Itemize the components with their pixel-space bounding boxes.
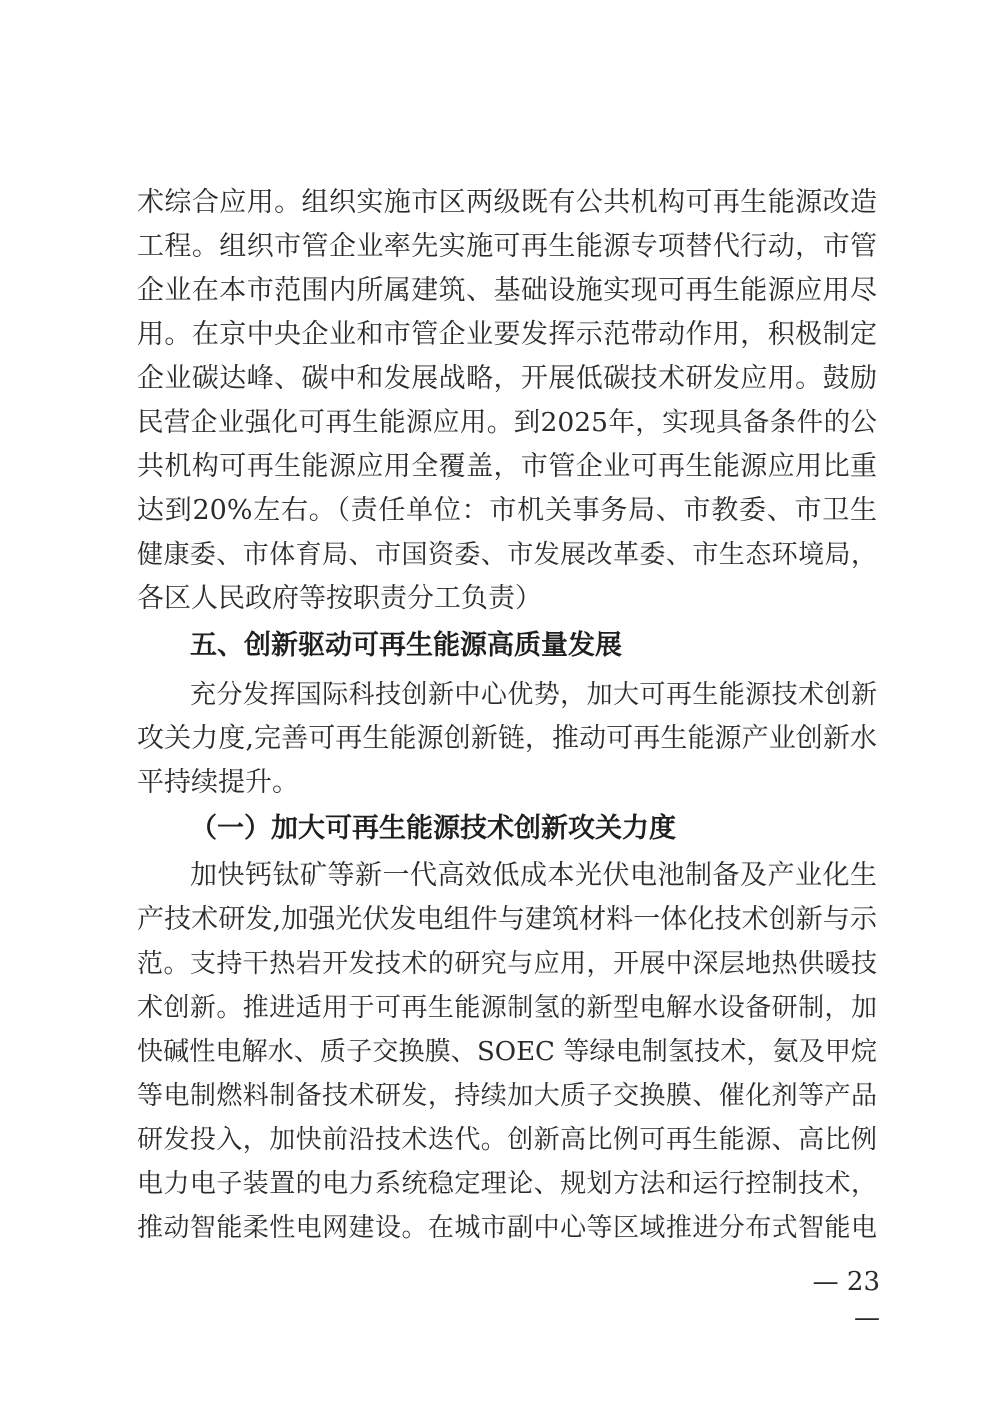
para3-line-9: 推动智能柔性电网建设。在城市副中心等区域推进分布式智能电 <box>137 1213 877 1243</box>
para1-line-10: 各区人民政府等按职责分工负责） <box>137 583 542 614</box>
para1-line-1: 术综合应用。组织实施市区两级既有公共机构可再生能源改造 <box>137 187 877 218</box>
para3-line-2: 产技术研发,加强光伏发电组件与建筑材料一体化技术创新与示 <box>137 904 877 935</box>
para1-line-7: 共机构可再生能源应用全覆盖，市管企业可再生能源应用比重 <box>137 451 877 482</box>
para2-line-3: 平持续提升。 <box>137 767 299 798</box>
para3-line-8: 电力电子装置的电力系统稳定理论、规划方法和运行控制技术， <box>137 1169 877 1199</box>
para1-line-6: 民营企业强化可再生能源应用。到2025年，实现具备条件的公 <box>137 407 877 438</box>
para1-line-4: 用。在京中央企业和市管企业要发挥示范带动作用，积极制定 <box>137 319 877 350</box>
para3-line-4: 术创新。推进适用于可再生能源制氢的新型电解水设备研制，加 <box>137 993 877 1023</box>
para1-line-2: 工程。组织市管企业率先实施可再生能源专项替代行动，市管 <box>137 231 877 262</box>
para3-line-7: 研发投入，加快前沿技术迭代。创新高比例可再生能源、高比例 <box>137 1125 877 1155</box>
para3-line-6: 等电制燃料制备技术研发，持续加大质子交换膜、催化剂等产品 <box>137 1081 877 1111</box>
para1-line-8: 达到20%左右。（责任单位：市机关事务局、市教委、市卫生 <box>137 495 877 526</box>
section-heading: 五、创新驱动可再生能源高质量发展 <box>190 630 622 661</box>
subsection-heading: （一）加大可再生能源技术创新攻关力度 <box>190 813 676 844</box>
para2-line-1: 充分发挥国际科技创新中心优势，加大可再生能源技术创新 <box>190 680 877 710</box>
para2-line-2: 攻关力度,完善可再生能源创新链，推动可再生能源产业创新水 <box>137 723 877 754</box>
para3-line-5: 快碱性电解水、质子交换膜、SOEC 等绿电制氢技术，氨及甲烷 <box>137 1037 877 1067</box>
para1-line-5: 企业碳达峰、碳中和发展战略，开展低碳技术研发应用。鼓励 <box>137 363 877 394</box>
para3-line-1: 加快钙钛矿等新一代高效低成本光伏电池制备及产业化生 <box>190 860 877 891</box>
para3-line-3: 范。支持干热岩开发技术的研究与应用，开展中深层地热供暖技 <box>137 949 877 979</box>
para1-line-9: 健康委、市体育局、市国资委、市发展改革委、市生态环境局， <box>137 540 877 570</box>
page-number: — 23 — <box>812 1267 880 1333</box>
para1-line-3: 企业在本市范围内所属建筑、基础设施实现可再生能源应用尽 <box>137 275 877 306</box>
